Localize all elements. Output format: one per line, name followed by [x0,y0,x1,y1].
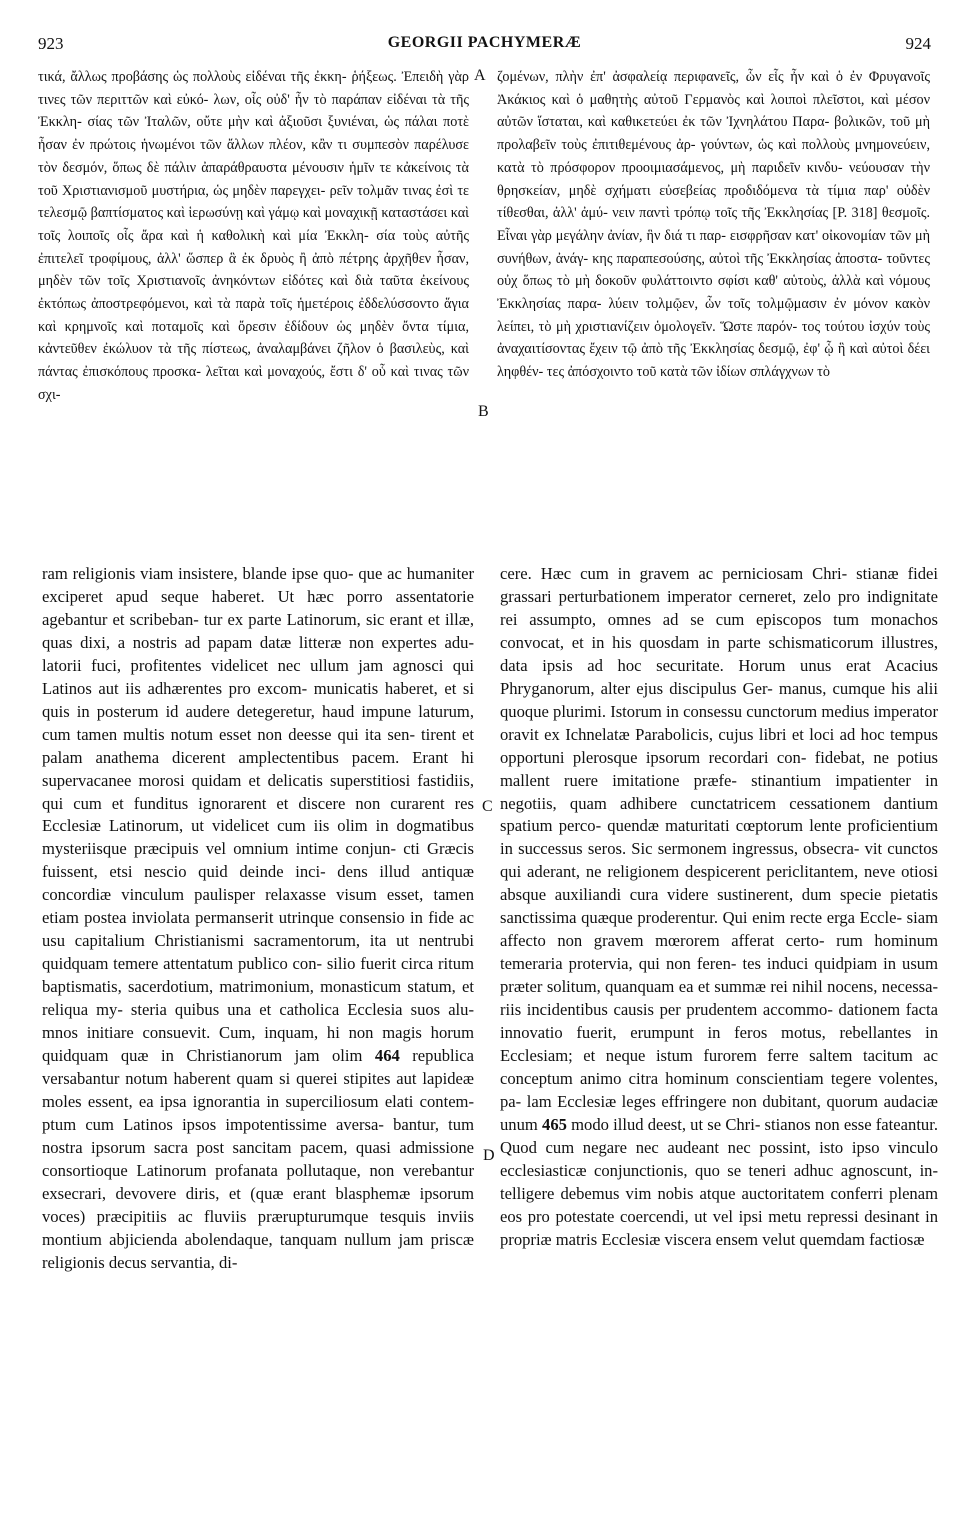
latin-right-text-b: modo illud deest, ut se Chri- stianos non esse fateantur. Quod cum negare nec audeant nec possint, isto ipso vinculo ecclesiasticæ conjunctionis, quo se teneri adhuc agnoscunt, in- telligere debemus vim nobis atque auctoritatem conferri plenam eos pro potestate coercendi, ut vel ipsi metu repressi desinant in propriæ matris Ecclesiæ viscera ensem velut quemdam factiosæ [500,1114,938,1249]
greek-column-left: τικά, ἄλλως προβάσης ὡς πολλοὺς εἰδέναι τῆς ἐκκη- ῥήξεως. Ἐπειδὴ γὰρ τινες τῶν περιττῶν καὶ εὐκό- λων, οἷς οὐδ' ἦν τὸ παράπαν εἰδέναι τὰ τῆς Ἐκκλη- σίας τῶν Ἰταλῶν, οὔτε μὴν καὶ ἀξιοῦσι ξυνιέναι, ὡς πάλαι ποτὲ ἦσαν ἐν πρώτοις ἡνωμένοι τῶν ἄλλων πλέον, κἂν τι συμπεσὸν παρέλυσε τὸν δεσμόν, ὅπως δὲ πάλιν ἀπαράθραυστα μένουσιν ἡμῖν τε κἀκείνοις τὰ τοῦ Χριστιανισμοῦ μυστήρια, ὡς μηδὲν παρεγχει- ρεῖν τολμᾶν τινας ἐσὶ τε τελεσμῷ βαπτίσματος καὶ ἱερωσύνῃ καὶ γάμῳ καὶ μοναχικῇ καταστάσει καὶ τοῖς λοιποῖς οἷς ἄρα καὶ ἡ καθολικὴ καὶ μία Ἐκκλη- σία τοὺς αὐτῆς ἐπιτελεῖ τροφίμους, ἀλλ' ὥσπερ ἃ ἐκ δρυὸς ἢ ἀπὸ πέτρης ἀρχῆθεν ἦσαν, μηδὲν τῶν τοῖς Χριστιανοῖς ἀνηκόντων εἰδότες καὶ διὰ ταῦτα ἐκείνους ἐκτόπως ἀποστρεφόμενοι, καὶ τὰ παρὰ τοῖς ἡμετέροις ἐδδελύσσοντο ἅγια καὶ κρημνοῖς καὶ ποταμοῖς καὶ ὄρεσιν ἐδίδουν ὡς μηδὲν ὄντα τίμια, κἀντεῦθεν ἐκώλυον τὰ τῆς πίστεως, ἀναλαμβάνει ζῆλον ὁ βασιλεὺς, καὶ πάντας ἐπισκόπους προσκα- λεῖται καὶ μοναχούς, ἔστι δ' οὗ καὶ τινας τῶν σχι- [38,69,469,403]
original-page-number-465: 465 [542,1114,567,1134]
margin-marker-a: A [474,67,486,84]
page-number-left: 923 [38,34,64,53]
margin-marker-b: B [478,403,489,420]
margin-marker-c: C [482,798,493,815]
page-number-right: 924 [905,34,931,53]
greek-column-right: ζομένων, πλὴν ἐπ' ἀσφαλείᾳ περιφανεῖς, ὧν εἷς ἦν καὶ ὁ ἐν Φρυγανοῖς Ἀκάκιος καὶ ὁ μαθητὴς αὐτοῦ Γερμανὸς καὶ λοιποὶ πλεῖστοι, καὶ μέσον αὐτῶν ἵσταται, καὶ καθικετεύει ἐκ τῶν Ἰχνηλάτου Παρα- βολικῶν, τοῦ μὴ προλαβεῖν τοὺς ἐπιτιθεμένους ἀρ- γούντων, ὡς καὶ πολλοὺς μνημονεύειν, κατὰ τὸ πρόσφορον προοιμιασάμενος, μὴ παριδεῖν κινδυ- νεύουσαν τὴν θρησκείαν, μηδὲ σχήματι εὐσεβείας προδιδόμενα τὰ τίμια παρ' οὐδὲν τίθεσθαι, ἀλλ' ἀμύ- νειν παντὶ τρόπῳ τοῖς τῆς Ἐκκλησίας [P. 318] θεσμοῖς. Εἶναι γὰρ μεγάλην ἀνίαν, ἣν διά τι παρ- εισφρῆσαν κατ' οἰκονομίαν τῶν μὴ συνήθων, ἀνάγ- κης παραπεσούσης, αὐτοὶ τῆς Ἐκκλησίας ἀποστα- τοῦντες οὐχ ὅπως τὸ μὴ δοκοῦν φυλάττοιντο σφίσι καθ' αὑτοὺς, ἀλλὰ καὶ νόμους Ἐκκλησίας παρα- λύειν τολμῷεν, ὧν τοῖς τολμῷμασιν ἐν μόνον κακὸν λείπει, τὸ μὴ χριστιανίζειν ὁμολογεῖν. Ὥστε παρόν- τος τούτου ἰσχύν τοὺς ἀναχαιτίσοντας ἔχειν τῷ ἀπὸ τῆς Ἐκκλησίας δεσμῷ, ἐφ' ᾧ ἣ καὶ αὐτοὶ δέει ληφθέν- τες ἀπόσχοιντο τοῦ κατὰ τῶν ἰδίων σπλάγχνων τὸ [497,69,930,381]
latin-left-text-a: ram religionis viam insistere, blande ipse quo- que ac humaniter exciperet apud seque haberet. Ut hæc porro assentatorie agebantur et scribeban- tur ex parte Latinorum, sic erant et illæ, quas dixi, a nostris ad papam datæ litteræ non expertes adu- latorii fuci, profitentes videlicet nec ullum jam agnosci qui Latinos aut iis adhærentes pro excom- municatis haberet, et si quis in posterum id audere detegeretur, haud impune laturum, cum tamen multis notum esset non deesse qui ita sen- tirent et palam anathema dicerent amplectentibus pacem. Erant hi supervacanee morosi quidam et delicatis superstitiosi fastidiis, qui cum et funditus ignorarent et discere non curarent res Ecclesiæ Latinorum, ut videlicet cum iis olim in dogmatibus mysteriisque præcipuis vel omnium intime conjun- cti Græcis fuissent, etsi nescio quid deinde inci- dens illud antiquæ concordiæ vinculum paulisper relaxasse visum esset, tamen etiam postea inviolata permanserit utrinque consensio in fide ac usu capitalium Christianismi sacramentorum, ita ut nentrubi quidquam temere attentatum publico con- silio fuerit circa ritum baptismatis, sacerdotium, matrimonium, monasticum statum, et reliqua my- steria quibus una et catholica Ecclesia suos alu- mnos initiare consuevit. Cum, inquam, hi non magis horum quidquam quæ in Christianorum jam olim [42,564,474,1066]
margin-marker-d: D [483,1147,495,1164]
latin-column-right [500,563,938,1513]
latin-right-text-a: cere. Hæc cum in gravem ac perniciosam Chri- stianæ fidei grassari perturbationem imperator cerneret, zelo pro indignitate rei assumpto, omnes ad se cum episcopos tum monachos convocat, et in his quosdam in parte schismaticorum illustres, data ipsis ad hoc securitate. Horum unus erat Acacius Phryganorum, alter ejus discipulus Ger- manus, cumque his alii quoque plurimi. Istorum in consessu cunctorum medius imperator oravit ex Ichnelatæ Parabolicis, cujus libri et loci ad hoc tempus opportuni plerosque ipsorum recordari con- fidebat, ne potius mallent ruere imitatione præfe- stinantium impatienter in negotiis, quam adhibere cunctatricem cessationem dantium spatium perco- quendæ maturitati cœptorum lente proficientium in successus seros. Sic sermonem ingressus, obsecra- vit cunctos qui aderant, ne religionem despicerent periclitantem, neve otiosi absque auxiliandi cura videre sustinerent, dum specie pietatis sanctissima quæque proderentur. Qui enim recte erga Eccle- siam affecto non gravem mœrorem afferat certo- rum hominum temeraria protervia, qui non feren- tes induci quidpiam in usum præter solitum, quanquam ea et summæ rei nihil nocens, necessa- riis incidentibus causis per prudentem accommo- dationem facta innovatio fuerit, erumpunt in feros motus, rebellantes in Ecclesiam; et neque istum furorem ferre saltem tacitum ac conceptum animo citra hominum conscientiam tegere volentes, pa- lam Ecclesiæ leges effringere non dubitant, quorum audaciæ unum [500,564,938,1134]
running-title: GEORGII PACHYMERÆ [387,34,582,51]
page-header [38,34,931,56]
latin-left-text-b: republica versabantur notum haberent quam si querei stipites aut lapideæ moles essent, ea ipsa ignorantia in superciliosum elati contem- ptum cum Latinos ipsos impotentissime aversa- bantur, tum nostra ipsorum sacra post sancitam pacem, quasi admissione consortioque Latinorum profanata pollutaque, non verebantur exsecrari, devovere diris, et (quæ erant blasphemæ ipsorum voces) præcipitiis ac fluviis prærupturumque tesquis inviis montium abjicienda abolendaque, tanquam nullum jam priscæ religionis decus servantia, di- [42,1046,474,1272]
latin-column-left [42,563,474,1513]
original-page-number-464: 464 [374,1046,400,1066]
